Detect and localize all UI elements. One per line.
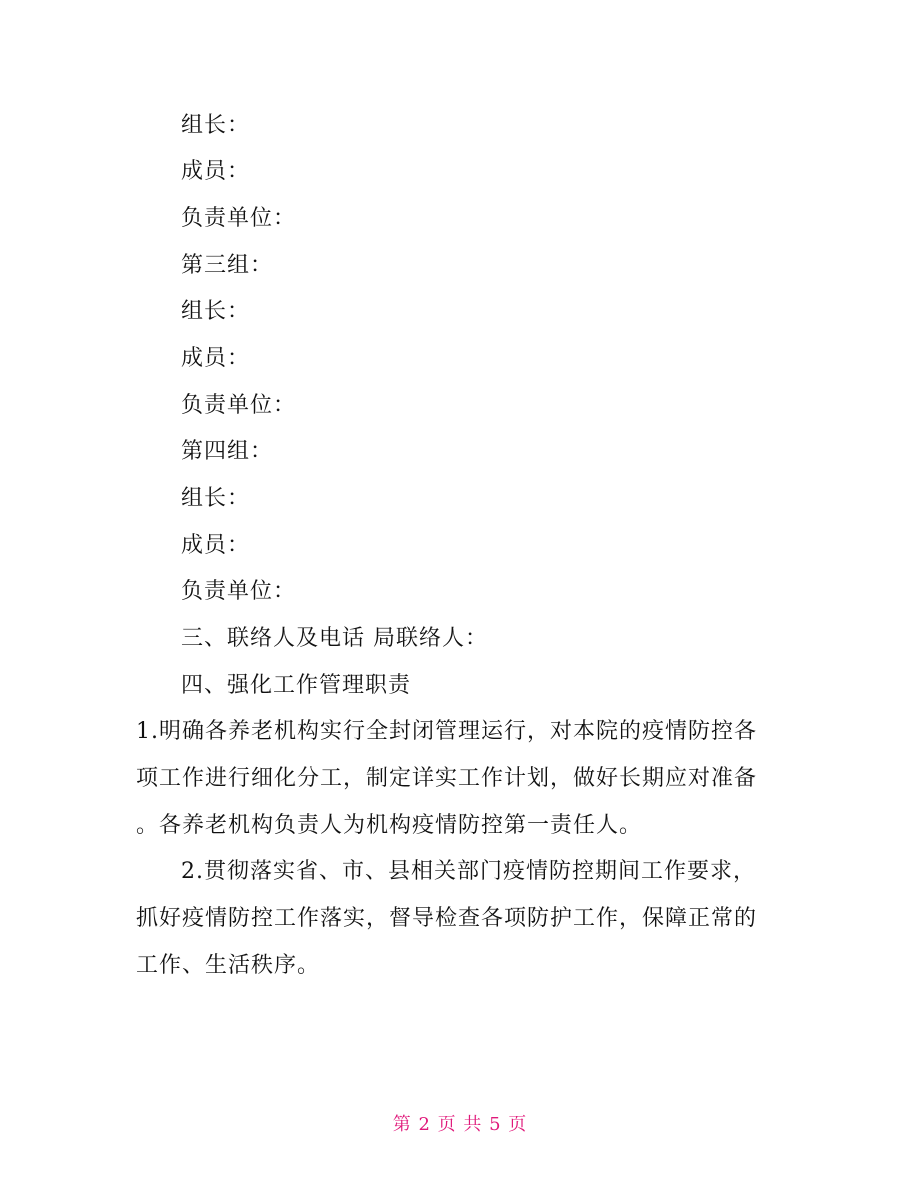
paragraph-line: 工作、生活秩序。 <box>136 953 321 978</box>
paragraph-line: 1.明确各养老机构实行全封闭管理运行，对本院的疫情防控各 <box>136 719 757 744</box>
text-line: 成员： <box>181 346 251 371</box>
page-number-footer: 第 2 页 共 5 页 <box>392 1114 528 1135</box>
paragraph-line: 。各养老机构负责人为机构疫情防控第一责任人。 <box>136 813 643 838</box>
paragraph-line: 2.贯彻落实省、市、县相关部门疫情防控期间工作要求， <box>181 859 756 884</box>
text-line: 三、联络人及电话 局联络人： <box>181 626 488 651</box>
text-line: 第四组： <box>181 439 274 464</box>
text-line: 组长： <box>181 486 251 511</box>
text-line: 成员： <box>181 533 251 558</box>
text-line: 负责单位： <box>181 206 297 231</box>
text-line: 负责单位： <box>181 579 297 604</box>
text-line: 组长： <box>181 113 251 138</box>
text-line: 组长： <box>181 299 251 324</box>
paragraph-line: 抓好疫情防控工作落实，督导检查各项防护工作，保障正常的 <box>136 906 758 931</box>
text-line: 四、强化工作管理职责 <box>181 673 412 698</box>
text-line: 第三组： <box>181 253 274 278</box>
text-line: 成员： <box>181 159 251 184</box>
paragraph-line: 项工作进行细化分工，制定详实工作计划，做好长期应对准备 <box>136 766 758 791</box>
text-line: 负责单位： <box>181 393 297 418</box>
